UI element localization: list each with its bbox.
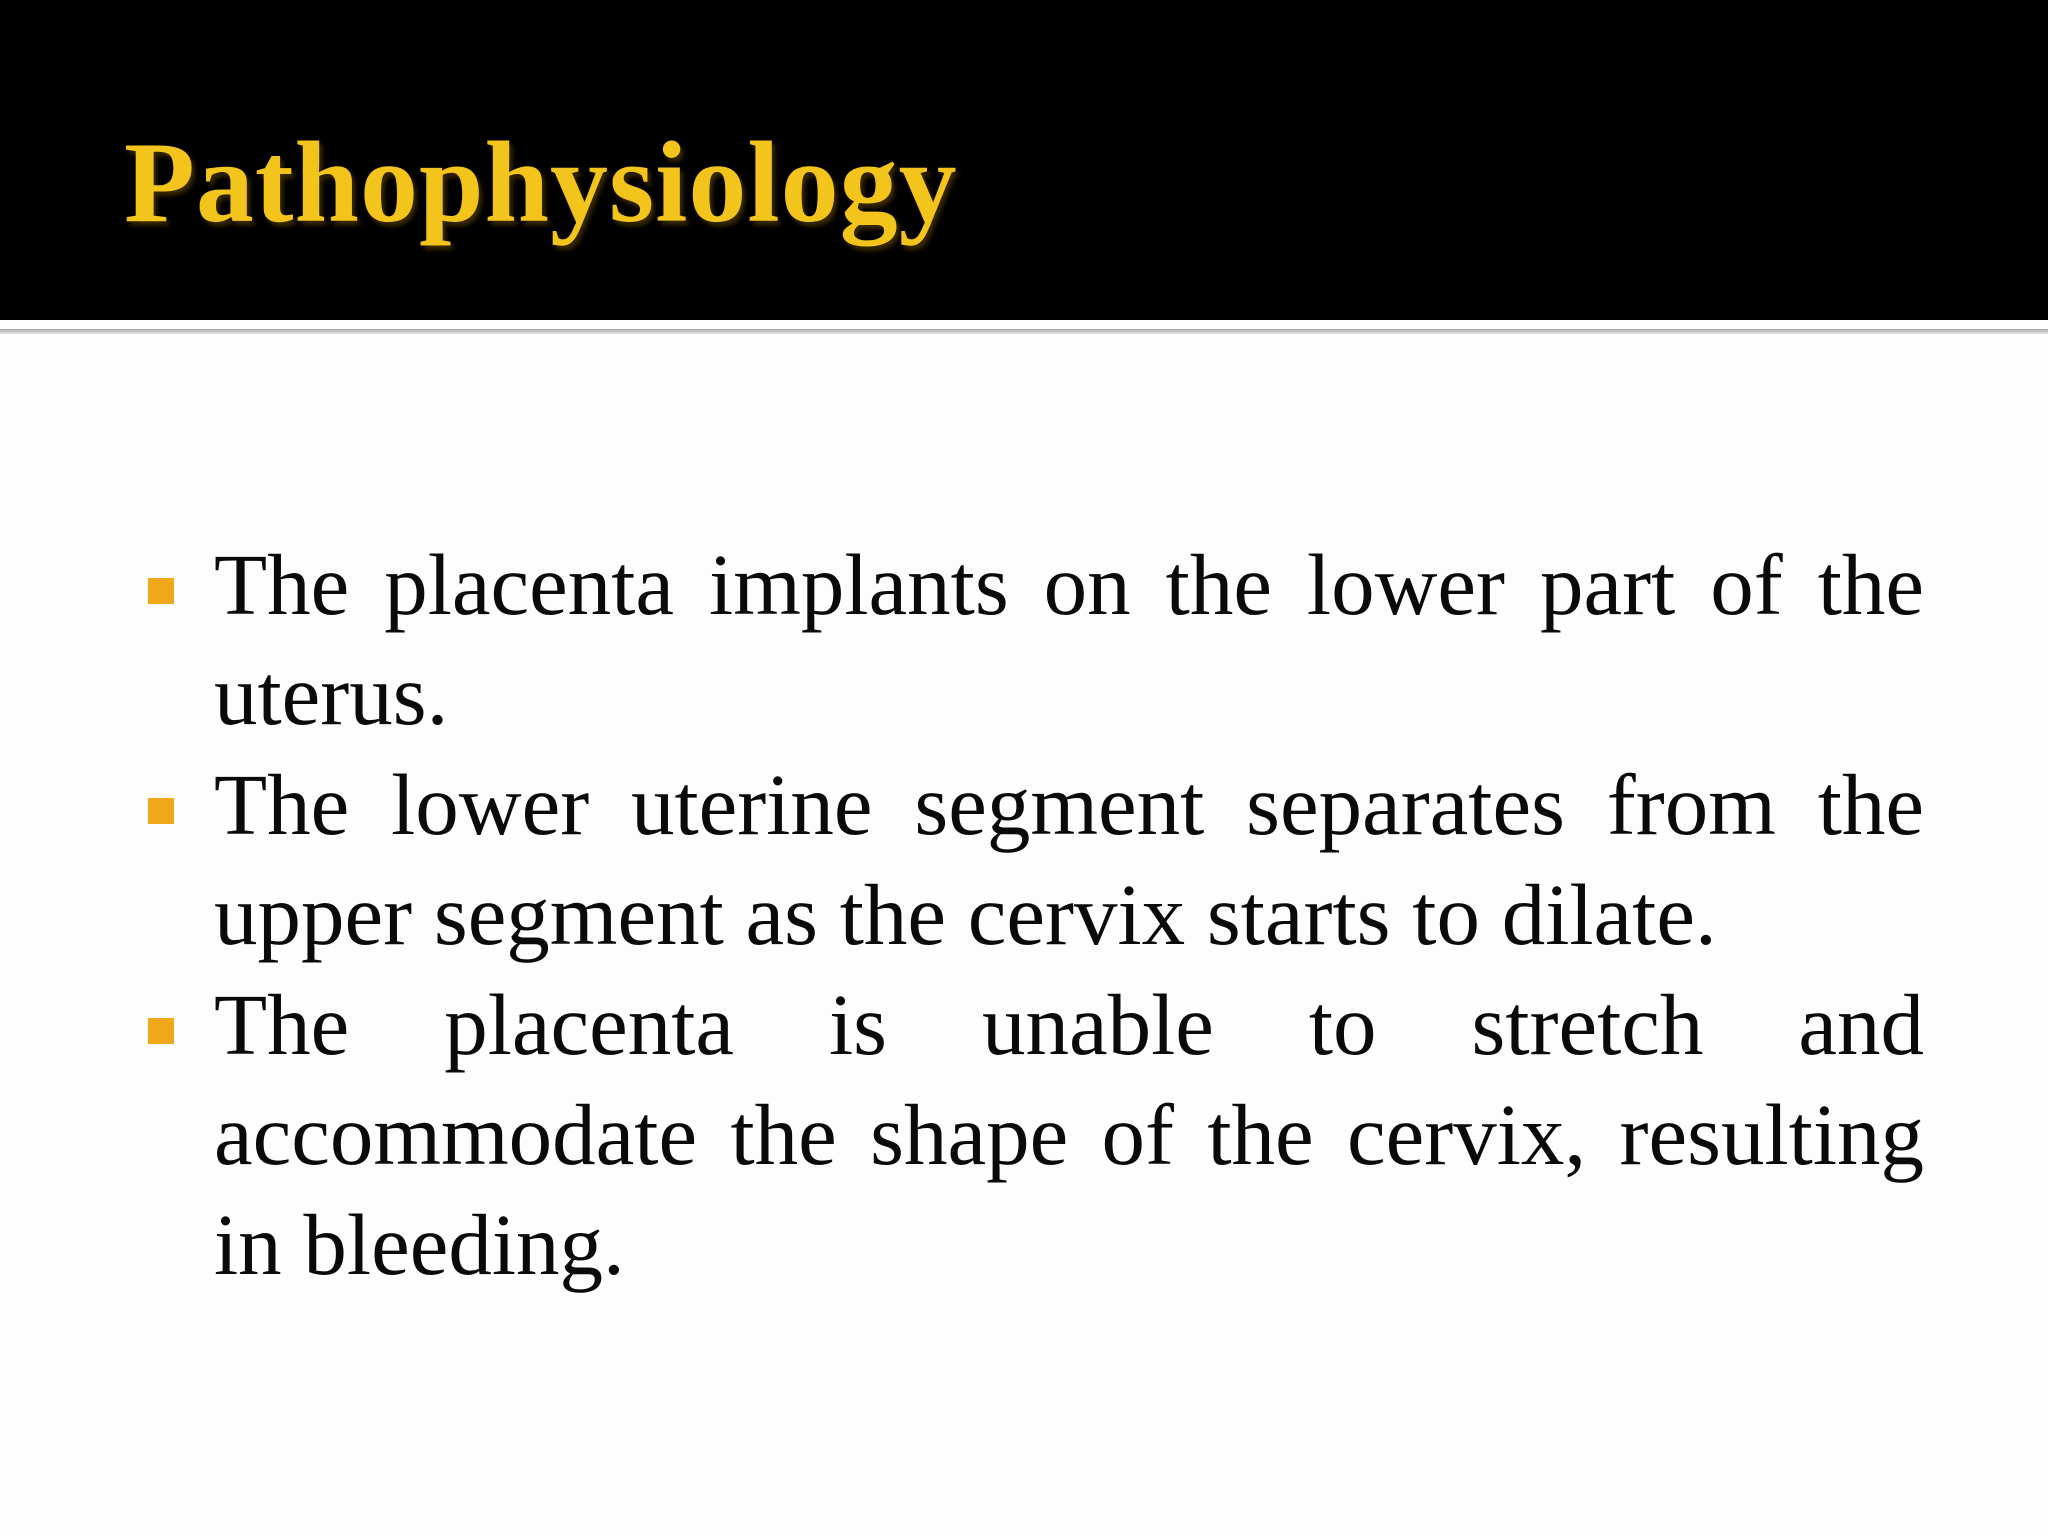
bullet-text: The lower uterine segment separates from the upper segment as the cervix starts to dilate. [214, 756, 1924, 963]
bullet-item [148, 530, 1924, 750]
bullet-text: The placenta is unable to stretch and accommodate the shape of the cervix, resulting in bleeding. [214, 976, 1924, 1293]
slide-title: Pathophysiology [124, 119, 958, 247]
square-bullet-icon [148, 798, 174, 824]
title-divider-gray [0, 329, 2048, 334]
title-divider-white [0, 320, 2048, 329]
bullet-text: The placenta implants on the lower part of the uterus. [214, 536, 1924, 743]
bullet-item [148, 970, 1924, 1300]
bullet-item [148, 750, 1924, 970]
square-bullet-icon [148, 1018, 174, 1044]
bullet-list [148, 530, 1924, 1300]
square-bullet-icon [148, 578, 174, 604]
title-bar [0, 0, 2048, 320]
